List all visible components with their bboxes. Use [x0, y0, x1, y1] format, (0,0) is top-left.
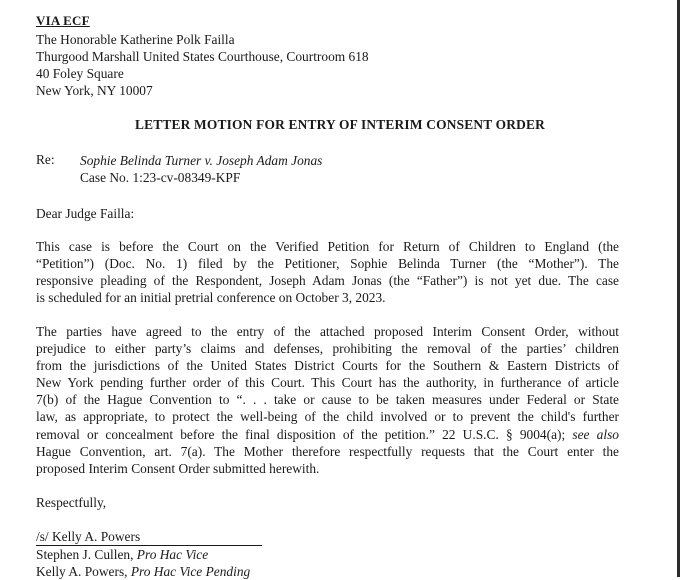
re-label: Re:: [36, 152, 55, 167]
paragraph-2-line: New York pending further order of this Court. This Court has the authority, in furtherance of article: [36, 375, 619, 391]
signature-line: [36, 528, 262, 546]
paragraph-2-line: The parties have agreed to the entry of the attached proposed Interim Consent Order, without: [36, 324, 619, 339]
paragraph-1-line: This case is before the Court on the Verified Petition for Return of Children to England (the: [36, 239, 619, 254]
paragraph-2-line-with-citation: [36, 426, 619, 443]
paragraph-2: [36, 323, 619, 477]
signatory-1-name: Stephen J. Cullen,: [36, 547, 137, 562]
addressee-street: 40 Foley Square: [36, 66, 124, 81]
signatory-1: [36, 546, 208, 563]
signatory-2-name: Kelly A. Powers,: [36, 564, 131, 579]
paragraph-1-line: “Petition”) (Doc. No. 1) filed by the Petitioner, Sophie Belinda Turner (the “Mother”). The: [36, 256, 619, 272]
paragraph-2-line: law, as appropriate, to protect the well-being of the child involved or to prevent the child's further: [36, 409, 619, 425]
paragraph-1-line: responsive pleading of the Respondent, Joseph Adam Jonas (the “Father”) is not yet due. The case: [36, 273, 619, 289]
addressee-courthouse: Thurgood Marshall United States Courthouse, Courtroom 618: [36, 49, 369, 64]
salutation: Dear Judge Failla:: [36, 206, 135, 221]
signatory-2: [36, 563, 250, 580]
addressee-block: [36, 31, 369, 99]
electronic-signature: /s/ Kelly A. Powers: [36, 528, 262, 546]
closing: Respectfully,: [36, 495, 107, 510]
paragraph-1-line: is scheduled for an initial pretrial conference on October 3, 2023.: [36, 290, 386, 306]
paragraph-1: [36, 238, 619, 306]
letter-title: LETTER MOTION FOR ENTRY OF INTERIM CONSENT ORDER: [134, 117, 546, 132]
paragraph-2-line-text: removal or concealment before the final disposition of the petition.” 22 U.S.C. § 9004(a);: [36, 426, 573, 442]
addressee-name: The Honorable Katherine Polk Failla: [36, 32, 235, 47]
case-caption: Sophie Belinda Turner v. Joseph Adam Jonas: [80, 153, 323, 168]
case-number: Case No. 1:23-cv-08349-KPF: [80, 170, 241, 185]
paragraph-2-line: proposed Interim Consent Order submitted herewith.: [36, 460, 320, 476]
paragraph-2-line: Hague Convention, art. 7(a). The Mother therefore respectfully requests that the Court enter the: [36, 443, 619, 459]
addressee-city: New York, NY 10007: [36, 83, 153, 98]
paragraph-2-line: 7(b) of the Hague Convention to “. . . take or cause to be taken measures under Federal or State: [36, 392, 619, 408]
via-ecf-label: VIA ECF: [36, 13, 90, 28]
paragraph-2-line: from the jurisdictions of the United States District Courts for the Southern & Eastern Districts of: [36, 358, 619, 374]
signatory-2-status: Pro Hac Vice Pending: [130, 564, 251, 579]
see-also-signal: see also: [572, 426, 619, 442]
re-block: [80, 152, 322, 186]
paragraph-2-line: prejudice to either party’s claims and defenses, prohibiting the removal of the parties’ children: [36, 341, 619, 357]
signatory-1-status: Pro Hac Vice: [136, 547, 209, 562]
